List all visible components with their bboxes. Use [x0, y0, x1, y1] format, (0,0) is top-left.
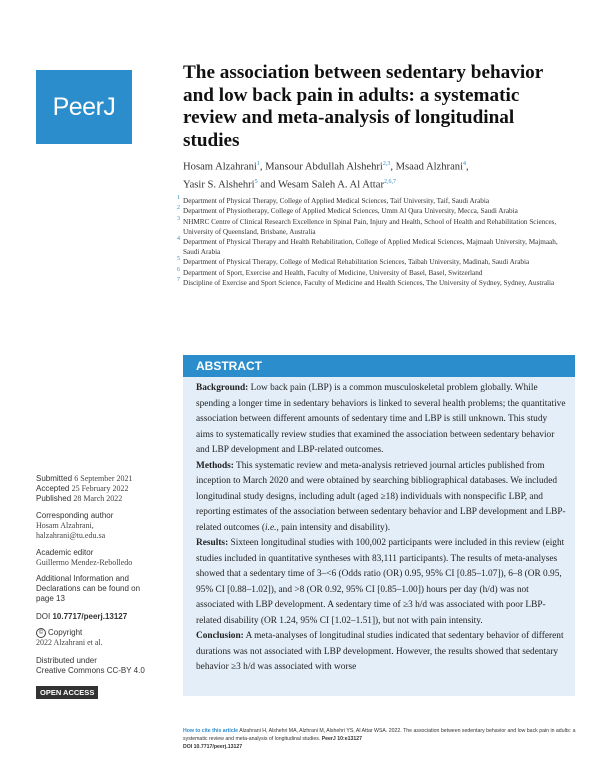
author-affiliation-mark: 5	[254, 178, 258, 185]
author-name[interactable]: Msaad Alzhrani	[395, 161, 464, 173]
author-name[interactable]: Mansour Abdullah Alshehri	[265, 161, 383, 173]
corresponding-email-link[interactable]: halzahrani@tu.edu.sa	[36, 531, 106, 540]
open-access-badge: OPEN ACCESS	[36, 686, 98, 699]
affiliation: 4 Department of Physical Therapy and Health Rehabilitation, College of Applied Medical Sciences, Majmaah University, Majmaah, Saudi Arabia	[177, 236, 558, 257]
abstract-results: Results: Sixteen longitudinal studies with 100,002 participants were included in this review (eight studies included in quantitative syntheses with 83,111 participants). The results of meta-analyses showed that a sedentary time of 3–<6 (Odds ratio (OR) 0.95, 95% CI [0.85–1.07]), 6–8 (OR 0.95, 95% CI [0.88–1.02]), and >8 (OR 0.92, 95% CI [0.85–1.00]) hours per day (h/d) was not associated with LBP development. A sedentary time of ≥3 h/d was associated with poor LBP-related disability (OR 1.24, 95% CI [1.02–1.51]), but not with pain intensity.	[196, 538, 565, 626]
academic-editor: Academic editor Guillermo Mendez-Rebolledo	[36, 548, 133, 567]
copyright-block: © Copyright 2022 Alzahrani et al.	[36, 628, 103, 648]
affiliation: 1 Department of Physical Therapy, College of Applied Medical Sciences, Taif University, Taif, Saudi Arabia	[177, 195, 490, 205]
abstract-methods: Methods: This systematic review and meta-analysis retrieved journal articles published from inception to March 2020 and were obtained by searching bibliographical databases. We included longitudinal study designs, including adult (aged ≥18) individuals with nonspecific LBP, and reporting estimates of the association between sedentary behavior and LBP development and LBP-related outcomes (i.e., pain intensity and disability).	[196, 460, 566, 533]
author-affiliation-mark: 1	[256, 161, 260, 167]
abstract-body	[183, 377, 575, 696]
affiliation: 5 Department of Physical Therapy, College of Medical Rehabilitation Sciences, Taibah University, Madinah, Saudi Arabia	[177, 256, 530, 267]
author-name[interactable]: Yasir S. Alshehri	[183, 179, 255, 191]
abstract-background: Background: Low back pain (LBP) is a common musculoskeletal problem globally. While spending a longer time in sedentary behaviors is linked to several health problems; the quantitative association between different amounts of sedentary time and LBP is still unknown. This study aims to systematically review studies that examined the association between sedentary behavior and LBP development and LBP-related outcomes.	[196, 383, 566, 455]
affiliation: 6 Department of Sport, Exercise and Health, Faculty of Medicine, University of Basel, Basel, Switzerland	[177, 266, 483, 277]
affiliation-list	[177, 195, 573, 290]
doi-link[interactable]: DOI 10.7717/peerj.13127	[36, 612, 128, 621]
abstract-heading: ABSTRACT	[183, 355, 575, 377]
affiliation: 2 Department of Physiotherapy, College of Applied Medical Sciences, Umm Al Qura University, Mecca, Saudi Arabia	[177, 205, 518, 216]
citation-doi[interactable]: DOI 10.7717/peerj.13127	[183, 744, 243, 750]
author-list: Hosam Alzahrani$^1$, Mansour Abdullah Alshehri$^{2,3}$, Msaad Alzhrani$^4$, Yasir S. Alshehri$^5$ and Wesam Saleh A. Al Attar$^{2,6,7}$	[183, 161, 469, 191]
author-affiliation-mark: 2,6,7	[383, 178, 396, 185]
corresponding-author: Corresponding author Hosam Alzahrani, halzahrani@tu.edu.sa	[36, 511, 176, 541]
affiliation: 7 Discipline of Exercise and Sport Science, Faculty of Medicine and Health Sciences, The University of Sydney, Sydney, Australia	[177, 277, 555, 288]
author-name[interactable]: Hosam Alzahrani	[183, 161, 257, 173]
author-name[interactable]: Wesam Saleh A. Al Attar	[278, 179, 384, 191]
copyright-icon: ©	[36, 628, 46, 638]
additional-information-link[interactable]: Additional Information and Declarations can be found on page 13	[36, 574, 141, 603]
peerj-logo: PeerJ	[36, 70, 132, 144]
citation-footer: How to cite this article Alzahrani H, Alshehri MA, Alzhrani M, Alshehri YS, Al Attar WSA. 2022. The association between sedentary behavior and low back pain in adults: a systematic review and meta-analysis of longitudinal studies. PeerJ 10:e13127 DOI 10.7717/peerj.13127	[183, 728, 576, 750]
abstract-conclusion: Conclusion: A meta-analyses of longitudinal studies indicated that sedentary behavior of different durations was not associated with LBP development. However, the results showed that sedentary behavior ≥3 h/d was associated with worse	[196, 631, 564, 672]
author-affiliation-mark: 4	[463, 161, 467, 167]
submission-dates: Submitted 6 September 2021 Accepted 25 February 2022 Published 28 March 2022	[36, 474, 133, 503]
author-affiliation-mark: 2,3	[382, 161, 391, 167]
affiliation: 3 NHMRC Centre of Clinical Research Excellence in Spinal Pain, Injury and Health, School of Health and Rehabilitation Sciences, University of Queensland, Brisbane, Australia	[177, 215, 557, 236]
article-title: The association between sedentary behavior and low back pain in adults: a systematic review and meta-analysis of longitudinal studies	[183, 62, 543, 151]
license-link[interactable]: Creative Commons CC-BY 4.0	[36, 666, 145, 675]
license-block: Distributed under Creative Commons CC-BY 4.0	[36, 656, 176, 676]
